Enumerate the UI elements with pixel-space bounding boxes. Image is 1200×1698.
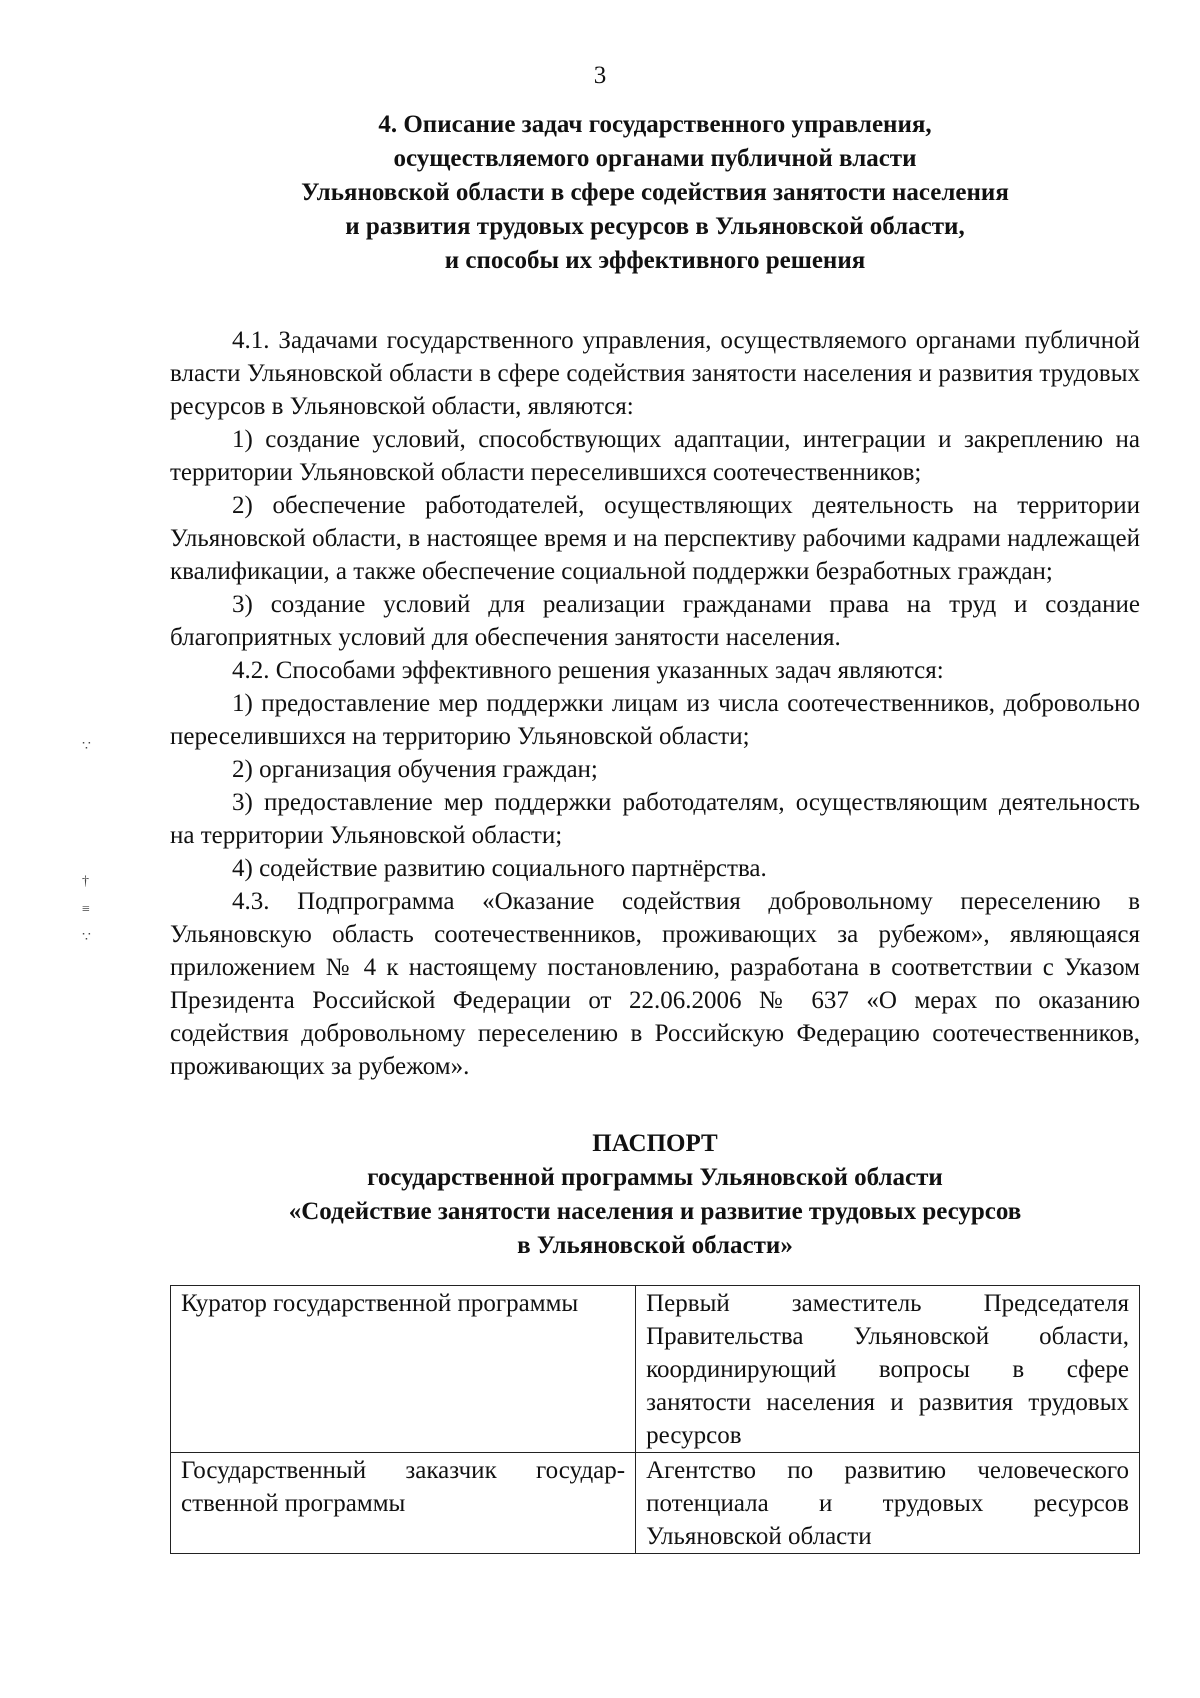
section-4-title-line: осуществляемого органами публичной власти [393, 145, 917, 172]
paragraph: 4.2. Способами эффективного решения указанных задач являются: [232, 657, 944, 684]
table-row [171, 1286, 1140, 1453]
scan-artifact-marks: ∵ [82, 739, 91, 754]
passport-row-label: Государственный заказчик государственной программы [171, 1453, 636, 1554]
paragraph: 2) обеспечение работодателей, осуществляющих деятельность на территории Ульяновской области, в настоящее время и на перспективу рабочими кадрами надлежащей квалификации, а также обеспечение социальной поддержки безработных граждан; [170, 492, 1140, 585]
section-4-text [170, 324, 1140, 1083]
paragraph: 1) предоставление мер поддержки лицам из числа соотечественников, добровольно переселившихся на территорию Ульяновской области; [170, 690, 1140, 750]
paragraph: 4.3. Подпрограмма «Оказание содействия добровольному переселению в Ульяновскую область соотечественников, проживающих за рубежом», являющаяся приложением № 4 к настоящему постановлению, разработана в соответствии с Указом Президента Российской Федерации от 22.06.2006 № 637 «О мерах по оказанию содействия добровольному переселению в Российскую Федерацию соотечественников, проживающих за рубежом». [170, 888, 1140, 1080]
section-4-title-line: и развития трудовых ресурсов в Ульяновской области, [345, 213, 965, 240]
table-row [171, 1453, 1140, 1554]
section-4-heading [170, 108, 1140, 278]
section-4-title-line: и способы их эффективного решения [444, 247, 866, 274]
passport-title-line: ПАСПОРТ [592, 1130, 718, 1157]
passport-row-value: Первый заместитель Председателя Правительства Ульяновской области, координирующий вопросы в сфере занятости населения и развития трудовых ресурсов [636, 1286, 1140, 1453]
paragraph: 4.1. Задачами государственного управления, осуществляемого органами публичной власти Ульяновской области в сфере содействия занятости населения и развития трудовых ресурсов в Ульяновской области, являются: [170, 327, 1140, 420]
section-4-title-line: 4. Описание задач государственного управления, [378, 111, 932, 138]
passport-table [170, 1285, 1140, 1554]
paragraph: 3) создание условий для реализации гражданами права на труд и создание благоприятных условий для обеспечения занятости населения. [170, 591, 1140, 651]
passport-row-label: Куратор государственной программы [171, 1286, 636, 1453]
document-body [170, 108, 1140, 1554]
section-4-title-line: Ульяновской области в сфере содействия занятости населения [301, 179, 1009, 206]
passport-heading [170, 1127, 1140, 1263]
paragraph: 2) организация обучения граждан; [232, 756, 598, 783]
passport-title-line: в Ульяновской области» [517, 1232, 793, 1259]
passport-title-line: государственной программы Ульяновской области [367, 1164, 943, 1191]
paragraph: 1) создание условий, способствующих адаптации, интеграции и закреплению на территории Ульяновской области переселившихся соотечественников; [170, 426, 1140, 486]
paragraph: 3) предоставление мер поддержки работодателям, осуществляющим деятельность на территории Ульяновской области; [170, 789, 1140, 849]
paragraph: 4) содействие развитию социального партнёрства. [232, 855, 767, 882]
scan-artifact-marks-2: † ≡ ∵ [82, 874, 91, 945]
passport-title-line: «Содействие занятости населения и развитие трудовых ресурсов [288, 1198, 1022, 1225]
page-number: 3 [593, 62, 607, 89]
passport-row-value: Агентство по развитию человеческого потенциала и трудовых ресурсов Ульяновской области [636, 1453, 1140, 1554]
